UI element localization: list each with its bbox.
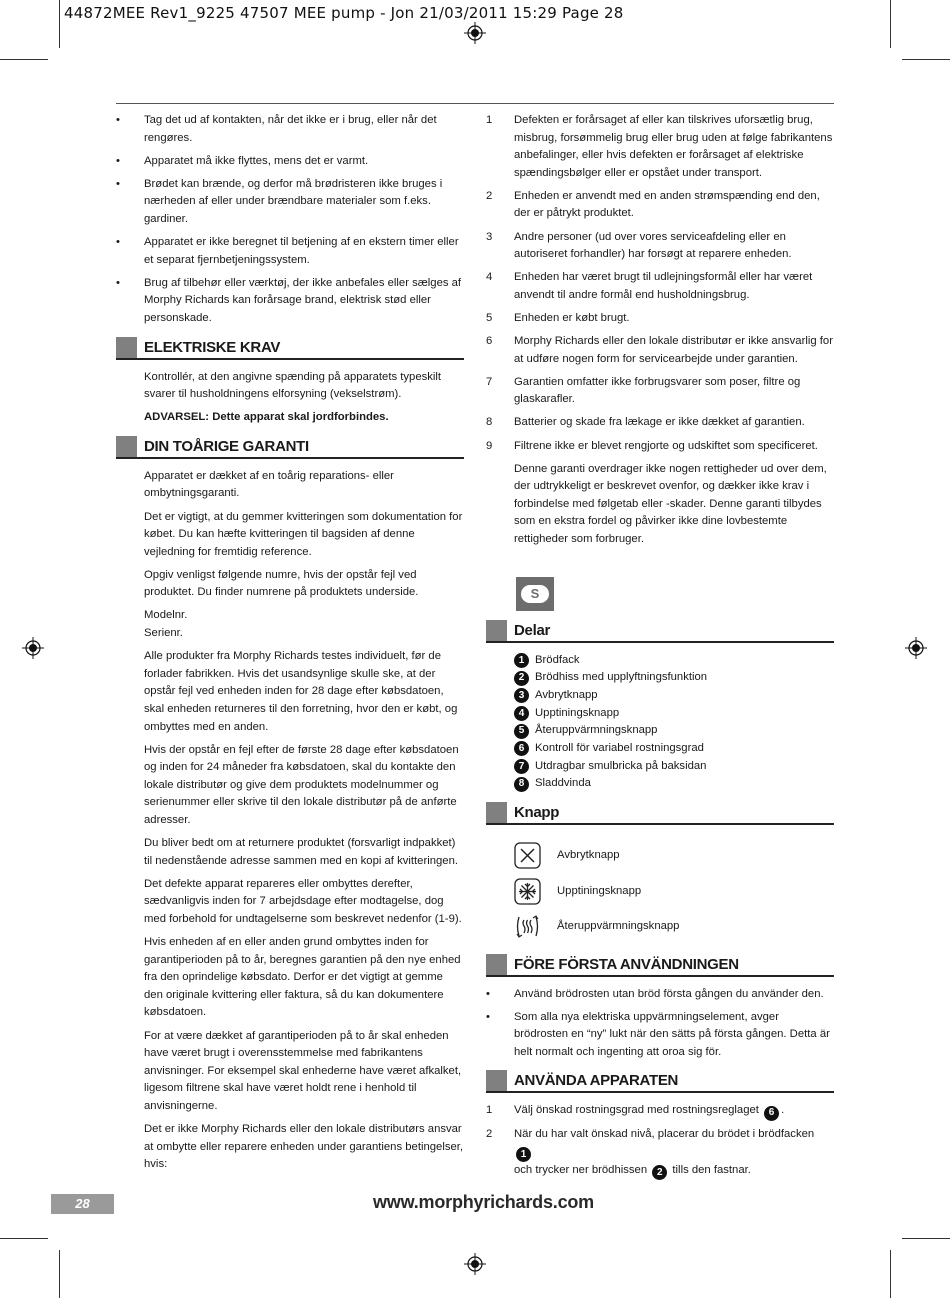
serial-label: Serienr. — [144, 627, 183, 640]
model-label: Modelnr. — [144, 609, 188, 622]
step-item: 2 När du har valt önskad nivå, placerar du brödet i brödfacken 1 och trycker ner brödhissen 2 tills den fastnar. — [486, 1126, 834, 1180]
top-rule — [116, 103, 834, 104]
exclusion-item: 3 Andre personer (ud over vores serviceafdeling eller en autoriseret forhandler) har forsøgt at reparere enheden. — [486, 230, 792, 261]
list-item: • Brug af tilbehør eller værktøj, der ikke anbefales eller sælges af Morphy Richards kan forårsage brand, elektrisk stød eller personskade. — [116, 276, 462, 324]
section-heading-before-first-use: FÖRE FÖRSTA ANVÄNDNINGEN — [486, 954, 834, 977]
registration-mark-icon — [22, 637, 44, 659]
warranty-paragraph: For at være dækket af garantiperioden på to år skal enheden have været brugt i overensstemmelse med fabrikantens anvisninger. For eksempel skal enhederne have været afkalket, ligesom filtrene skal have været holdt rene i henhold til anvisningerne. — [144, 1029, 462, 1112]
warranty-paragraph: Du bliver bedt om at returnere produktet (forsvarligt indpakket) til nedenstående adresse sammen med en kopi af kvitteringen. — [144, 837, 458, 867]
exclusion-item: 5 Enheden er købt brugt. — [486, 311, 630, 324]
warning-text: ADVARSEL: Dette apparat skal jordforbindes. — [144, 411, 389, 424]
section-heading-electrical: ELEKTRISKE KRAV — [116, 337, 464, 360]
section-heading-using: ANVÄNDA APPARATEN — [486, 1070, 834, 1093]
list-item: • Apparatet må ikke flyttes, mens det er varmt. — [116, 154, 369, 167]
crop-mark — [59, 1250, 60, 1298]
registration-mark-icon — [464, 1253, 486, 1275]
warranty-paragraph: Apparatet er dækket af en toårig reparations- eller ombytningsgaranti. — [144, 469, 394, 500]
exclusion-item: 6 Morphy Richards eller den lokale distributør er ikke ansvarlig for at udføre nogen form for servicearbejde under garantien. — [486, 335, 833, 365]
list-item: • Apparatet er ikke beregnet til betjening af en ekstern timer eller et separat fjernbetjeningssystem. — [116, 236, 459, 266]
exclusion-item: 2 Enheden er anvendt med en anden strømspænding end den, der er påtrykt produktet. — [486, 189, 820, 220]
printer-slug: 44872MEE Rev1_9225 47507 MEE pump - Jon 21/03/2011 15:29 Page 28 — [64, 4, 624, 22]
list-item: 5 Återuppvärmningsknapp — [514, 722, 834, 740]
exclusion-item: 7 Garantien omfatter ikke forbrugsvarer som poser, filtre og glaskarafler. — [486, 375, 801, 406]
button-legend-row: Avbrytknapp — [486, 838, 834, 874]
warranty-paragraph: Det er vigtigt, at du gemmer kvitteringen som dokumentation for købet. Du kan hæfte kvitteringen til bagsiden af denne vejledning for fremtidig reference. — [144, 510, 463, 558]
section-heading-buttons: Knapp — [486, 802, 834, 825]
reheat-icon — [514, 913, 541, 940]
list-item: • Använd brödrosten utan bröd första gången du använder den. — [486, 987, 824, 1000]
left-column — [116, 112, 464, 1179]
crop-mark — [902, 59, 950, 60]
warranty-paragraph: Hvis der opstår en fejl efter de første 28 dage efter købsdatoen og inden for 24 måneder fra købsdatoen, skal du kontakte den lokale distributør og give dem produktets modelnummer og serienummer eller skrive til den lokale distributør på de anførte adresser. — [144, 743, 459, 826]
right-column — [486, 112, 834, 1186]
registration-mark-icon — [464, 22, 486, 44]
language-badge: S — [516, 577, 554, 611]
warranty-paragraph: Det defekte apparat repareres eller ombyttes derefter, sædvanligvis inden for 7 arbejdsdage efter modtagelse, dog med forbehold for undtagelserne som beskrevet nedenfor (1-9). — [144, 877, 462, 925]
button-legend-row: Återuppvärmningsknapp — [486, 909, 834, 945]
warranty-paragraph: Det er ikke Morphy Richards eller den lokale distributørs ansvar at ombytte eller reparere enheden under garantiens betingelser, hvis: — [144, 1123, 464, 1171]
page-number: 28 — [51, 1194, 114, 1214]
warranty-paragraph: Opgiv venligst følgende numre, hvis der opstår fejl ved produktet. Du finder numrene på produktets underside. — [144, 568, 419, 599]
step-item: 1 Välj önskad rostningsgrad med rostningsreglaget 6 . — [486, 1102, 834, 1120]
list-item: 3 Avbrytknapp — [514, 687, 834, 705]
parts-list — [486, 652, 834, 794]
exclusion-item: 4 Enheden har været brugt til udlejningsformål eller har været anvendt til andre formål end husholdningsbrug. — [486, 271, 813, 301]
list-item: • Tag det ud af kontakten, når det ikke er i brug, eller når det rengøres. — [116, 114, 437, 144]
crop-mark — [0, 59, 48, 60]
list-item: 7 Utdragbar smulbricka på baksidan — [514, 758, 834, 776]
list-item: 6 Kontroll för variabel rostningsgrad — [514, 740, 834, 758]
registration-mark-icon — [905, 637, 927, 659]
list-item: 4 Upptiningsknapp — [514, 705, 834, 723]
crop-mark — [902, 1238, 950, 1239]
defrost-icon — [514, 878, 541, 905]
warranty-closing: Denne garanti overdrager ikke nogen rettigheder ud over dem, der udtrykkeligt er beskrevet ovenfor, og dækker ikke krav i forbindelse med følgetab eller -skader. Denne garanti tilbydes som en ekstra fordel og påvirker ikke dine lovbestemte rettigheder som forbruger. — [514, 462, 827, 545]
exclusion-item: 1 Defekten er forårsaget af eller kan tilskrives uforsætlig brug, misbrug, forsømmelig brug eller brug uden at følge fabrikantens anbefalinger, eller hvis defekten er forårsaget af elektriske spændingsbølger eller er opstået under transport. — [486, 114, 833, 179]
exclusion-item: 9 Filtrene ikke er blevet rengjorte og udskiftet som specificeret. — [486, 439, 818, 452]
exclusion-item: 8 Batterier og skade fra lækage er ikke dækket af garantien. — [486, 416, 805, 429]
warranty-paragraph: Hvis enheden af en eller anden grund ombyttes inden for garantiperioden på to år, beregnes garantien på den nye enhed fra den oprindelige købsdato. Derfor er det vigtigt at gemme den originale kvittering eller faktura, så du kan dokumentere købsdatoen. — [144, 936, 461, 1019]
cancel-icon — [514, 842, 541, 869]
list-item: • Som alla nya elektriska uppvärmningselement, avger brödrosten en “ny” lukt när den sätts på första gången. Detta är helt normalt och ingenting att oroa sig för. — [486, 1010, 830, 1058]
website-url: www.morphyrichards.com — [373, 1192, 594, 1212]
crop-mark — [890, 0, 891, 48]
crop-mark — [0, 1238, 48, 1239]
crop-mark — [890, 1250, 891, 1298]
crop-mark — [59, 0, 60, 48]
electrical-text: Kontrollér, at den angivne spænding på apparatets typeskilt svarer til husholdningens elforsyning (vekselstrøm). — [144, 370, 442, 401]
list-item: 8 Sladdvinda — [514, 775, 834, 793]
section-heading-warranty: DIN TOÅRIGE GARANTI — [116, 436, 464, 459]
button-legend-row: Upptiningsknapp — [486, 874, 834, 910]
list-item: 1 Brödfack — [514, 652, 834, 670]
list-item: • Brødet kan brænde, og derfor må brødristeren ikke bruges i nærheden af eller under brændbare materialer som f.eks. gardiner. — [116, 177, 443, 225]
section-heading-parts: Delar — [486, 620, 834, 643]
list-item: 2 Brödhiss med upplyftningsfunktion — [514, 669, 834, 687]
warranty-paragraph: Alle produkter fra Morphy Richards testes individuelt, før de forlader fabrikken. Hvis det usandsynlige skulle ske, at der opstår fejl ved enheden inden for 28 dage efter købsdatoen, skal enheden returneres til den forretning, hvor den er købt, og ombyttes med en anden. — [144, 650, 458, 733]
